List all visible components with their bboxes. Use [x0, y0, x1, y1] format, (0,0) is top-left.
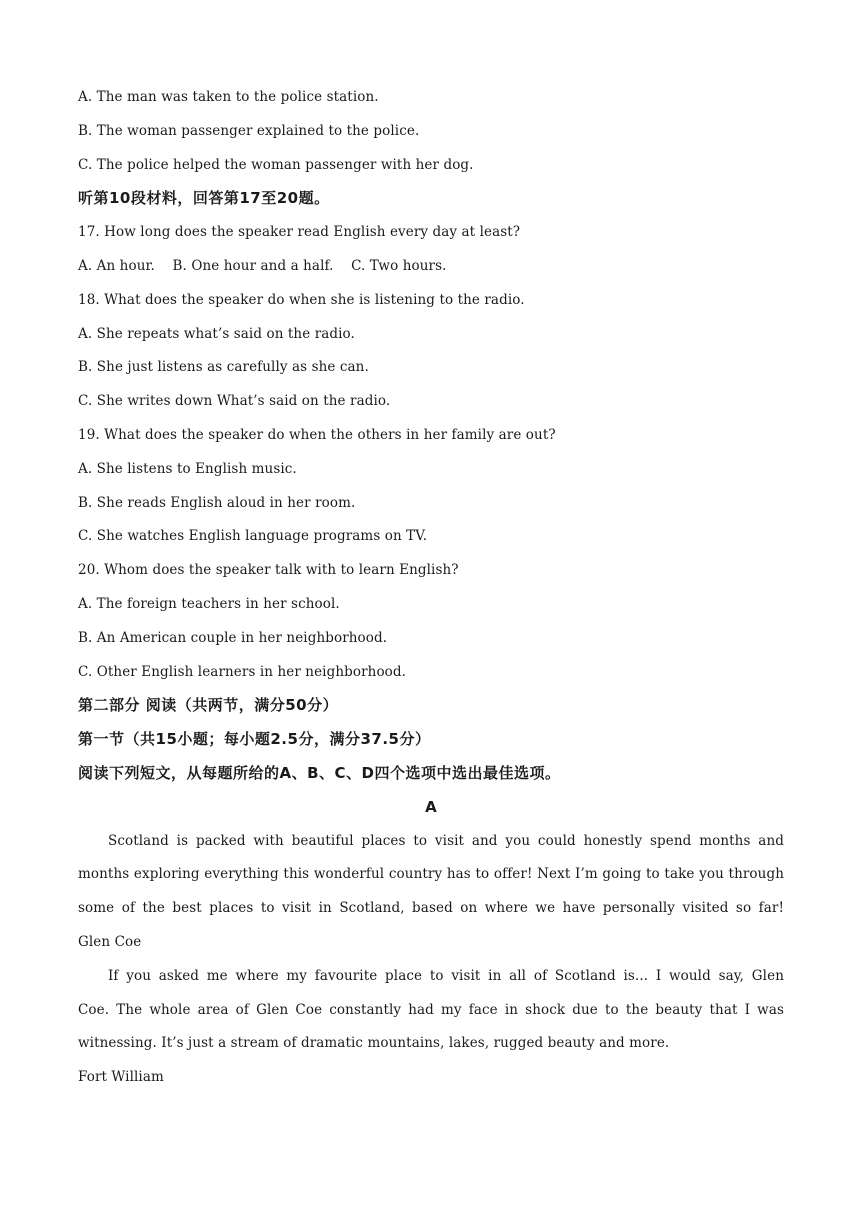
reading-instruction: 阅读下列短文，从每题所给的A、B、C、D四个选项中选出最佳选项。	[78, 764, 561, 782]
q19-option-b: B. She reads English aloud in her room.	[78, 495, 356, 511]
q17-options: A. An hour. B. One hour and a half. C. Two hours.	[78, 258, 447, 274]
q20-option-a: A. The foreign teachers in her school.	[78, 596, 340, 612]
q16-option-c: C. The police helped the woman passenger with her dog.	[78, 157, 474, 173]
q18-option-c: C. She writes down What’s said on the radio.	[78, 393, 391, 409]
section10-heading: 听第10段材料，回答第17至20题。	[78, 189, 330, 207]
subheading-fort-william: Fort William	[78, 1069, 164, 1085]
q18-option-a: A. She repeats what’s said on the radio.	[78, 326, 355, 342]
q18-question: 18. What does the speaker do when she is listening to the radio.	[78, 292, 525, 308]
part2-heading: 第二部分 阅读（共两节，满分50分）	[78, 696, 339, 714]
passage-p2-line1: If you asked me where my favourite place to visit in all of Scotland is... I would say, Glen	[108, 968, 784, 984]
q17-question: 17. How long does the speaker read English every day at least?	[78, 224, 521, 240]
q19-question: 19. What does the speaker do when the others in her family are out?	[78, 427, 556, 443]
q18-option-b: B. She just listens as carefully as she can.	[78, 359, 369, 375]
passage-label: A	[425, 798, 437, 816]
section1-heading: 第一节（共15小题；每小题2.5分，满分37.5分）	[78, 730, 431, 748]
passage-p1-line3: some of the best places to visit in Scotland, based on where we have personally visited so far!	[78, 900, 784, 916]
q20-question: 20. Whom does the speaker talk with to learn English?	[78, 562, 459, 578]
q16-option-a: A. The man was taken to the police station.	[78, 89, 379, 105]
passage-p1-line1: Scotland is packed with beautiful places to visit and you could honestly spend months and	[108, 833, 784, 849]
q20-option-c: C. Other English learners in her neighborhood.	[78, 664, 407, 680]
passage-p1-line2: months exploring everything this wonderful country has to offer! Next I’m going to take you through	[78, 866, 784, 882]
passage-p2-line3: witnessing. It’s just a stream of dramatic mountains, lakes, rugged beauty and more.	[78, 1035, 670, 1051]
q16-option-b: B. The woman passenger explained to the police.	[78, 123, 420, 139]
q19-option-c: C. She watches English language programs on TV.	[78, 528, 428, 544]
subheading-glen-coe: Glen Coe	[78, 934, 142, 950]
q20-option-b: B. An American couple in her neighborhood.	[78, 630, 388, 646]
q19-option-a: A. She listens to English music.	[78, 461, 297, 477]
passage-p2-line2: Coe. The whole area of Glen Coe constantly had my face in shock due to the beauty that I was	[78, 1002, 784, 1018]
